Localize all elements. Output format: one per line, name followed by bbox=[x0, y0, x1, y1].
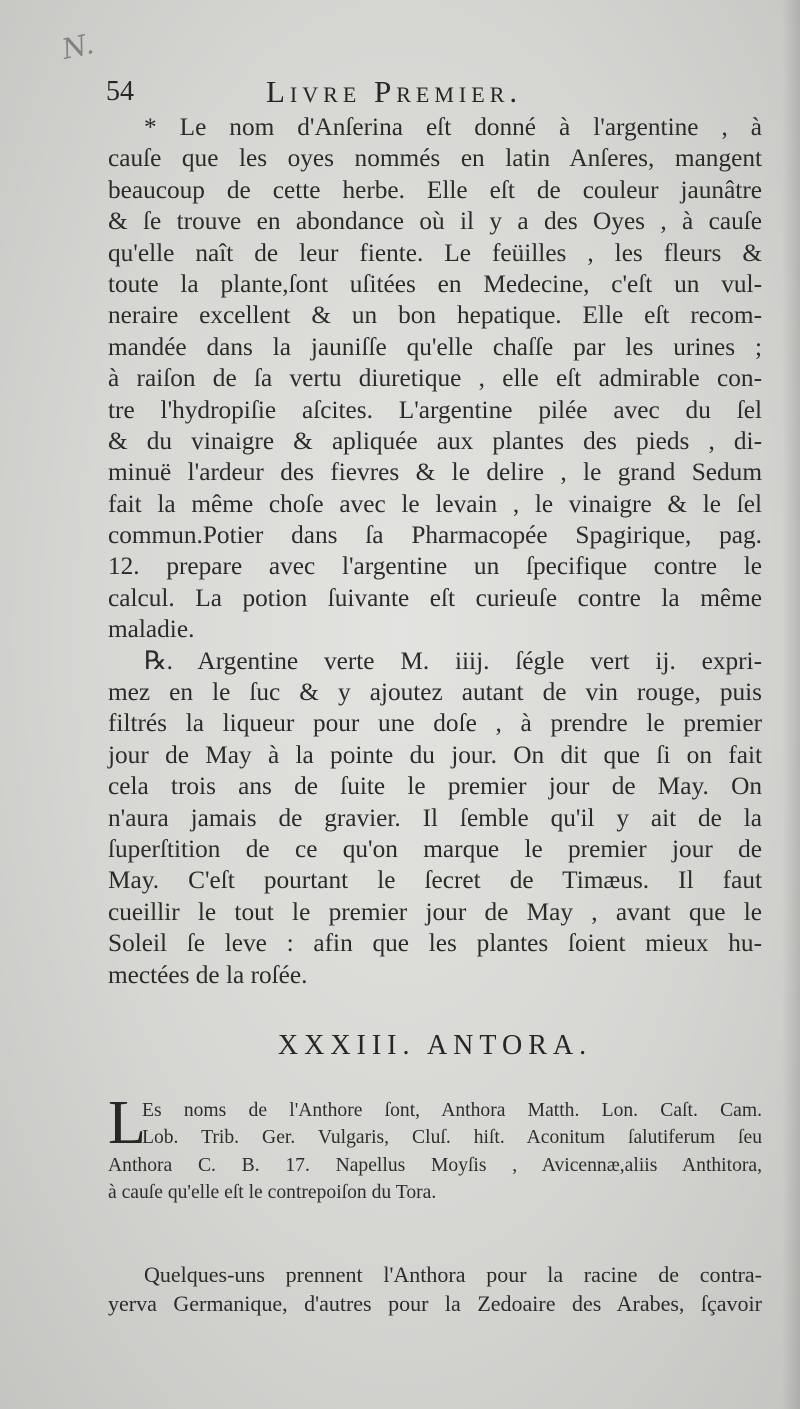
text-line: à raiſon de ſa vertu diuretique , elle eſt admirable con- bbox=[108, 364, 762, 393]
section-title: XXXIII. ANTORA. bbox=[277, 1030, 593, 1061]
text-line: mandée dans la jauniſſe qu'elle chaſſe par les urines ; bbox=[108, 332, 762, 361]
main-text bbox=[108, 112, 762, 991]
text-line: cela trois ans de ſuite le premier jour de May. On bbox=[108, 772, 762, 801]
text-line: neraire excellent & un bon hepatique. Elle eſt recom- bbox=[108, 301, 762, 330]
text-line: yerva Germanique, d'autres pour la Zedoaire des Arabes, ſçavoir bbox=[108, 1291, 762, 1316]
margin-note: N. bbox=[58, 27, 97, 66]
text-line: filtrés la liqueur pour une doſe , à prendre le premier bbox=[108, 709, 762, 738]
text-line: minuë l'ardeur des fievres & le delire , le grand Sedum bbox=[108, 458, 762, 487]
text-line: commun.Potier dans ſa Pharmacopée Spagirique, pag. bbox=[108, 521, 762, 550]
page-header bbox=[106, 74, 706, 114]
text-line: ℞. Argentine verte M. iiij. ſégle vert ij. expri- bbox=[144, 646, 762, 675]
text-line: n'aura jamais de gravier. Il ſemble qu'il y ait de la bbox=[108, 803, 762, 832]
text-line: Soleil ſe leve : afin que les plantes ſoient mieux hu- bbox=[108, 929, 762, 958]
text-line: Quelques-uns prennent l'Anthora pour la racine de contra- bbox=[144, 1262, 762, 1287]
drop-cap: L bbox=[108, 1089, 146, 1157]
page-edge-shadow bbox=[782, 0, 800, 1409]
text-line: beaucoup de cette herbe. Elle eſt de couleur jaunâtre bbox=[108, 175, 762, 204]
page-number: 54 bbox=[106, 76, 134, 107]
text-line: * Le nom d'Anſerina eſt donné à l'argentine , à bbox=[144, 113, 762, 141]
text-line: toute la plante,ſont uſitées en Medecine, c'eſt un vul- bbox=[108, 269, 762, 298]
text-line: à cauſe qu'elle eſt le contrepoiſon du Tora. bbox=[108, 1182, 437, 1204]
text-line: fait la même choſe avec le levain , le vinaigre & le ſel bbox=[108, 489, 762, 518]
text-line: mectées de la roſée. bbox=[108, 960, 308, 989]
text-line: qu'elle naît de leur fiente. Le feüilles , les fleurs & bbox=[108, 238, 762, 267]
text-line: Anthora C. B. 17. Napellus Moyſis , Avicennæ,aliis Anthitora, bbox=[108, 1154, 762, 1176]
text-line: May. C'eſt pourtant le ſecret de Timæus. Il faut bbox=[108, 866, 762, 895]
running-head: Livre Premier. bbox=[266, 74, 523, 109]
text-line: & du vinaigre & apliquée aux plantes des pieds , di- bbox=[108, 426, 762, 455]
text-line: & ſe trouve en abondance où il y a des Oyes , à cauſe bbox=[108, 207, 762, 236]
text-line: Lob. Trib. Ger. Vulgaris, Cluſ. hiſt. Aconitum ſalutiferum ſeu bbox=[142, 1127, 762, 1149]
text-line: mez en le ſuc & y ajoutez autant de vin rouge, puis bbox=[108, 678, 762, 707]
closing-text bbox=[108, 1260, 762, 1318]
text-line: calcul. La potion ſuivante eſt curieuſe contre la même bbox=[108, 583, 762, 612]
text-line: ſuperſtition de ce qu'on marque le premier jour de bbox=[108, 834, 762, 863]
text-line: jour de May à la pointe du jour. On dit que ſi on fait bbox=[108, 740, 762, 769]
text-line: Es noms de l'Anthore ſont, Anthora Matth. Lon. Caſt. Cam. bbox=[142, 1100, 762, 1121]
synonyms-text bbox=[108, 1089, 762, 1207]
text-line: tre l'hydropiſie aſcites. L'argentine pilée avec du ſel bbox=[108, 395, 762, 424]
text-line: maladie. bbox=[108, 615, 195, 644]
text-line: cueillir le tout le premier jour de May , avant que le bbox=[108, 897, 762, 926]
text-line: 12. prepare avec l'argentine un ſpecifique contre le bbox=[108, 552, 762, 581]
text-line: cauſe que les oyes nommés en latin Anſeres, mangent bbox=[108, 144, 762, 173]
